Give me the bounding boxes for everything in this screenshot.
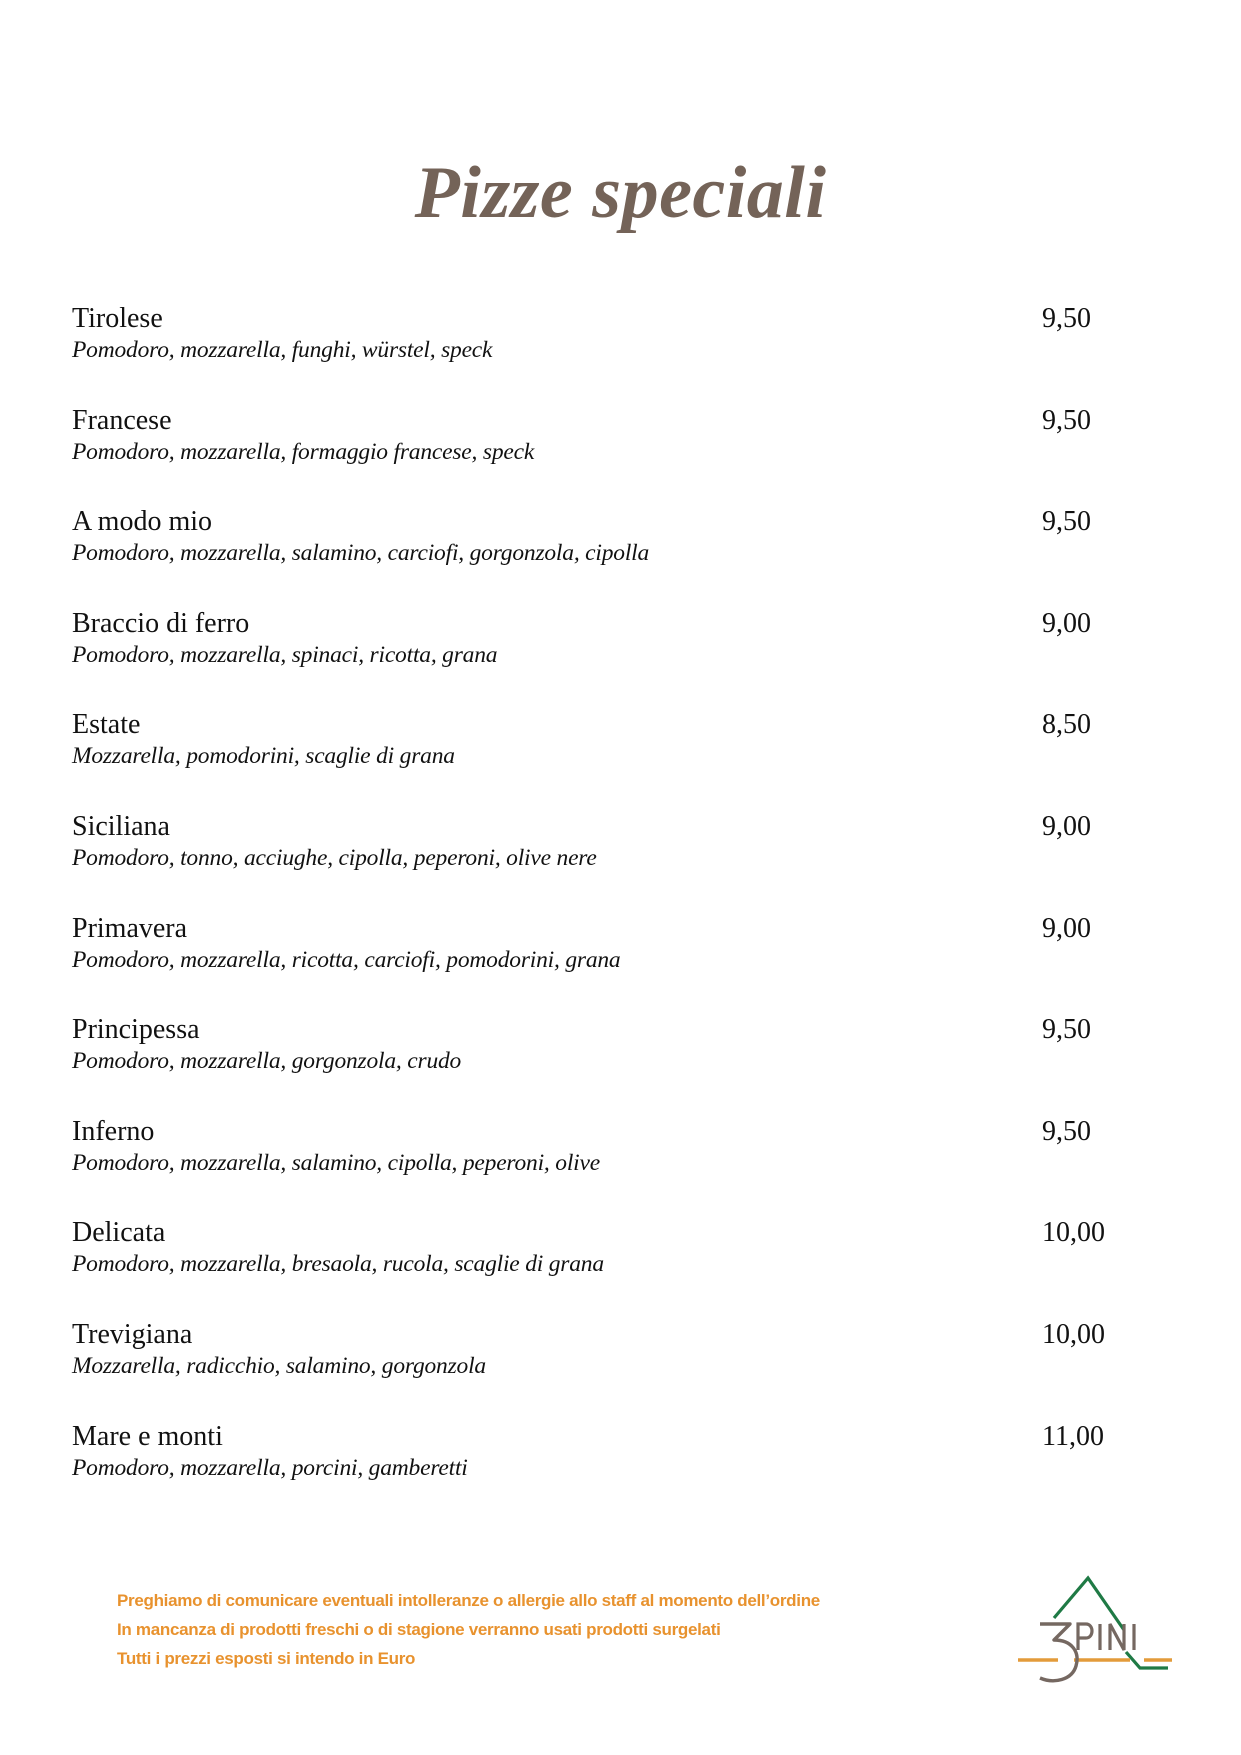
item-description: Pomodoro, mozzarella, bresaola, rucola, scaglie di grana — [72, 1251, 604, 1278]
allergy-note: Preghiamo di comunicare eventuali intolleranze o allergie allo staff al momento dell’ordine — [117, 1591, 820, 1610]
menu-item — [72, 808, 1172, 910]
item-name: Delicata — [72, 1217, 166, 1249]
item-description: Pomodoro, mozzarella, formaggio francese, speck — [72, 438, 535, 465]
item-description: Pomodoro, mozzarella, salamino, cipolla, peperoni, olive — [72, 1149, 600, 1176]
item-description: Pomodoro, mozzarella, funghi, würstel, speck — [72, 337, 493, 363]
item-price: 10,00 — [1042, 1217, 1105, 1249]
menu-item — [72, 1113, 1172, 1215]
item-price: 9,00 — [1042, 810, 1091, 842]
menu-item — [72, 300, 1172, 402]
item-name: Principessa — [72, 1014, 200, 1046]
menu-item — [72, 503, 1172, 605]
menu-list — [72, 300, 1172, 1519]
item-price: 9,50 — [1042, 404, 1091, 436]
item-description: Pomodoro, tonno, acciughe, cipolla, peperoni, olive nere — [72, 844, 597, 871]
footer-notes — [117, 1586, 820, 1673]
menu-item — [72, 402, 1172, 504]
item-description: Pomodoro, mozzarella, porcini, gamberetti — [72, 1454, 468, 1481]
item-description: Pomodoro, mozzarella, salamino, carciofi, gorgonzola, cipolla — [72, 540, 650, 567]
item-price: 9,50 — [1042, 506, 1091, 538]
item-name: Trevigiana — [72, 1318, 193, 1350]
menu-item — [72, 1214, 1172, 1316]
frozen-products-note: In mancanza di prodotti freschi o di stagione verranno usati prodotti surgelati — [117, 1620, 721, 1639]
item-price: 11,00 — [1042, 1420, 1104, 1452]
menu-item — [72, 910, 1172, 1012]
item-name: Estate — [72, 709, 141, 741]
item-price: 10,00 — [1042, 1318, 1105, 1350]
3pini-logo-icon — [1018, 1574, 1178, 1686]
item-name: Primavera — [72, 912, 188, 944]
item-description: Mozzarella, pomodorini, scaglie di grana — [72, 743, 455, 770]
item-name: Mare e monti — [72, 1420, 223, 1452]
item-description: Mozzarella, radicchio, salamino, gorgonzola — [72, 1352, 486, 1379]
menu-item — [72, 1316, 1172, 1418]
item-price: 9,00 — [1042, 607, 1091, 639]
item-name: Inferno — [72, 1115, 155, 1147]
menu-item — [72, 605, 1172, 707]
currency-note: Tutti i prezzi esposti si intendo in Euro — [117, 1649, 416, 1668]
menu-item — [72, 1418, 1172, 1520]
item-name: Braccio di ferro — [72, 607, 250, 639]
item-name: Tirolese — [72, 303, 163, 334]
item-name: A modo mio — [72, 506, 213, 538]
menu-item — [72, 1011, 1172, 1113]
item-name: Francese — [72, 404, 172, 436]
menu-item — [72, 706, 1172, 808]
item-name: Siciliana — [72, 810, 170, 842]
item-price: 9,50 — [1042, 1115, 1091, 1147]
item-description: Pomodoro, mozzarella, spinaci, ricotta, grana — [72, 641, 498, 668]
item-price: 9,50 — [1042, 303, 1091, 334]
item-description: Pomodoro, mozzarella, ricotta, carciofi, pomodorini, grana — [72, 946, 621, 973]
item-description: Pomodoro, mozzarella, gorgonzola, crudo — [72, 1048, 462, 1075]
item-price: 9,00 — [1042, 912, 1091, 944]
item-price: 9,50 — [1042, 1014, 1091, 1046]
item-price: 8,50 — [1042, 709, 1091, 741]
page-title: Pizze speciali — [414, 152, 827, 234]
